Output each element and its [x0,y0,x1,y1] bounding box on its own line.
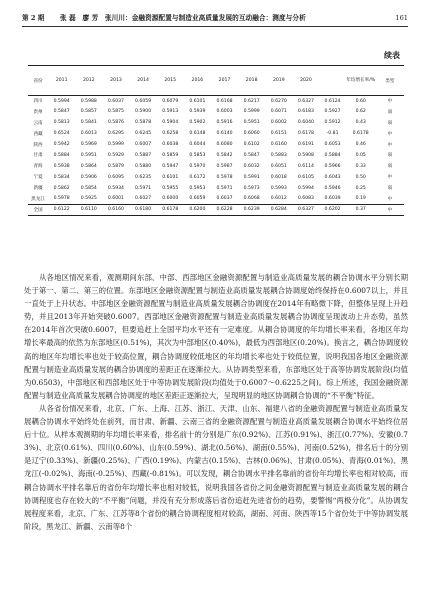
table-header-cell [320,66,346,96]
table-cell: 0.5971 [216,185,233,191]
table-cell: 弱 [387,153,393,159]
table-header-cell: 2019 [265,66,292,96]
table-cell: 0.6180 [130,204,157,215]
table-cell: 0.6040 [297,120,314,126]
table-cell: 0.6032 [243,163,260,169]
table-cell: 0.5994 [53,98,70,104]
table-cell: 中 [387,131,393,137]
table-cell: 0.5864 [80,163,97,169]
table-cell: 0.6000 [162,196,179,202]
table-cell: 0.6114 [297,163,314,169]
table-cell: 0.6071 [270,109,287,115]
table-cell: 0.6228 [211,204,238,215]
table-cell: 中 [387,196,393,202]
table-cell: 0.6172 [189,174,206,180]
table-cell: 0.6007 [135,142,152,147]
table-cell: 0.6037 [216,196,233,202]
table-cell: 0.5942 [53,142,70,147]
table-cell: 0.6122 [48,204,75,215]
province-cell: 西藏 [33,131,43,137]
table-cell: 0.5953 [189,185,206,191]
province-cell: 宁夏 [33,175,43,181]
table-cell: 0.6053 [324,142,341,147]
table-cell: 0.5902 [189,120,206,126]
table-cell: 0.05 [355,152,366,158]
table-cell: 0.6327 [297,98,314,104]
table-cell: 0.6160 [102,204,129,215]
table-cell: 中 [387,175,393,181]
table-row [28,106,404,117]
table-cell: 0.5854 [80,185,97,191]
table-header-row [28,66,404,96]
table-cell: 0.6002 [270,120,287,126]
table-cell: 0.6295 [107,131,124,137]
table-cell: 0.5880 [135,163,152,169]
table-cell: 0.5939 [189,109,206,115]
coupling-coordination-table [28,65,404,216]
table-cell: 0.5913 [162,109,179,115]
table-cell: 0.5970 [189,163,206,169]
table-cell: 0.5938 [53,163,70,169]
table-header-cell: 2013 [102,66,129,96]
table-cell: 0.6051 [270,163,287,169]
table-cell: 0.5884 [53,152,70,158]
table-cell: 0.5904 [162,120,179,126]
table-cell: 0.6178 [157,204,184,215]
table-cell: 0.5906 [80,174,97,180]
table-cell: 0.60 [355,98,366,104]
table-cell: 0.6003 [216,109,233,115]
table-cell: 0.6044 [189,142,206,147]
table-cell: 0.6102 [243,142,260,147]
table-header-cell: 省份 [28,66,48,96]
table-header-cell: 2015 [157,66,184,96]
province-cell: 陕西 [33,142,43,148]
table-cell: 0.5927 [324,109,341,115]
table-cell: 0.5853 [189,152,206,158]
table-cell: 0.5879 [107,163,124,169]
table-cell: 0.6284 [265,204,292,215]
province-cell: 新疆 [33,186,43,192]
table-cell: 0.5929 [107,152,124,158]
table-header-cell: 类型 [376,66,404,96]
table-cell: 0.6235 [135,174,152,180]
table-cell: 0.5966 [324,163,341,169]
table-cell: 0.5841 [80,120,97,126]
table-cell: 0.6027 [135,196,152,202]
table-cell: 0.6013 [80,131,97,137]
table-cell: 0.5934 [107,185,124,191]
table-header-cell: 年均增长率/% [346,66,376,96]
table-cell: 0.6140 [216,131,233,137]
table-cell: 0.5991 [243,174,260,180]
table-cell: 0.5951 [243,120,260,126]
table-row [28,172,404,183]
table-header-cell: 2018 [238,66,265,96]
table-cell: 0.33 [355,163,366,169]
table-cell: 0.5859 [162,152,179,158]
table-row [28,96,404,107]
table-cell: 0.6068 [243,196,260,202]
table-cell: 中 [387,142,393,148]
table-cell: 0.6059 [135,98,152,104]
table-cell: 弱 [387,164,393,170]
table-row [28,183,404,194]
table-cell: 0.6151 [270,131,287,137]
table-cell: 0.5878 [135,120,152,126]
table-cell: 0.6043 [324,174,341,180]
table-cell: 0.6191 [297,142,314,147]
table-header-cell: 2016 [184,66,211,96]
table-cell: 0.6245 [135,131,152,137]
table-cell: 0.5862 [53,185,70,191]
table-cell: 0.6200 [184,204,211,215]
province-cell: 全国 [28,204,48,215]
table-cell: 0.5834 [53,174,70,180]
table-cell: 0.5951 [80,152,97,158]
table-cell: 0.5955 [162,185,179,191]
table-cell: -0.81 [326,131,339,137]
table-cell: 0.5978 [216,174,233,180]
table-cell: 0.6039 [324,196,341,202]
table-cell: 0.6038 [162,142,179,147]
table-cell: 0.5857 [80,109,97,115]
table-cell: 0.6217 [243,98,260,104]
table-cell: 0.5912 [324,120,341,126]
table-cell: 0.25 [355,185,366,191]
table-row [28,139,404,150]
table-cell: 0.5994 [297,185,314,191]
table-cell: 0.6270 [270,98,287,104]
table-cell: 0.6239 [238,204,265,215]
table-cell: 0.6168 [216,98,233,104]
paragraph: 从各省份情况来看，北京、广东、上海、江苏、浙江、天津、山东、福建八省的金融资源配置与制造业高质量发展耦合协调水平始终处在前列，而甘肃、新疆、云南三省的金融资源配置与制造业高质量发展耦合协调水平始终位居后十位。从样本观测期的年均增长率来看，排名前十的分别是广东(0.92%)、江苏(0.91%)、浙江(0.77%)、安徽(0.73%)、北京(0.61%)、四川(0.60%)、山东(0.59%)、湖北(0.56%)、湖南(0.55%)、河南(0.52%)，排名后十的分别是辽宁(0.33%)、新疆(0.25%)、广西(0.19%)、内蒙古(0.15%)、吉林(0.06%)、甘肃(0.05%)、青海(0.01%)、黑龙江(-0.02%)、海南(-0.25%)、西藏(-0.81%)。可以发现，耦合协调水平排名靠前的省份年均增长率也相对较高，而耦合协调水平排名靠后的省份年均增长率也相对较低，说明我国各省份之间金融资源配置与制造业高质量发展的耦合协调程度也存在较大的“不平衡”问题，并没有充分形成落后省份追赶先进省份的趋势，要警惕“两极分化”。从协调发展程度来看，北京、广东、江苏等8个省份的耦合协调程度相对较高，湖南、河南、陕西等15个省份处于中等协调发展阶段，黑龙江、新疆、云南等8个 [24,403,408,531]
running-title: 张 磊 廖 芳 张川川：金融资源配置与制造业高质量发展的互动融合：测度与分析 [60,14,306,22]
table-header-cell: 2012 [75,66,102,96]
table-cell: 0.6105 [297,174,314,180]
table-cell: 0.5987 [216,163,233,169]
running-header [22,12,408,24]
header-rule [22,26,408,27]
issue-number: 第 2 期 [22,14,45,22]
table-cell: 0.62 [355,109,366,115]
table-continued-label: 续表 [384,50,400,60]
table-cell: 弱 [387,109,393,115]
table-cell: 0.6160 [270,142,287,147]
table-row [28,117,404,128]
table-cell: 0.5883 [270,152,287,158]
table-cell: 0.5813 [53,120,70,126]
table-cell: 0.5908 [297,152,314,158]
table-cell: 0.5900 [135,109,152,115]
table-cell: 0.5884 [324,152,341,158]
table-cell: 0.5875 [107,109,124,115]
table-header-cell: 2011 [48,66,75,96]
table-cell: 0.6178 [297,131,314,137]
table-cell: 0.6001 [107,196,124,202]
table-cell: 0.6258 [162,131,179,137]
table-cell: 弱 [387,186,393,192]
table-cell: 0.5842 [216,152,233,158]
page-number: 161 [395,14,408,22]
table-cell: 0.5993 [270,185,287,191]
body-text [24,271,408,533]
province-cell: 四川 [33,99,43,105]
table-header-cell: 2014 [130,66,157,96]
table-cell: 0.5969 [80,142,97,147]
province-cell: 青海 [33,164,43,170]
table-cell: 弱 [387,120,393,126]
table-cell: 0.6101 [162,174,179,180]
table-cell: 0.5925 [80,196,97,202]
table-cell: 0.5946 [324,185,341,191]
table-cell: 0.6060 [243,131,260,137]
table-row [28,194,404,205]
table-cell: 0.6178 [352,131,369,137]
table-cell: 0.43 [355,120,366,126]
table-row-total [28,204,404,215]
table-row [28,128,404,139]
table-cell: 0.37 [346,204,376,215]
table-cell: 0.6018 [270,174,287,180]
table-cell: 0.50 [355,174,366,180]
table-cell: 0.19 [355,196,366,202]
table-cell: 0.6202 [320,204,346,215]
paragraph: 从各地区情况来看，观测期间东部、中部、西部地区金融资源配置与制造业高质量发展的耦合协调水平分别长期处于第一、第二、第三的位置。东部地区金融资源配置与制造业高质量发展耦合协调度始终保持在0.6007以上，并且一直处于上升状态。中部地区金融资源配置与制造业高质量发展耦合协调度在2014年有略微下降，但整体呈现上升趋势，并且2013年开始突破0.6007。西部地区金融资源配置与制造业高质量发展耦合协调度呈现波动上升态势，虽然在2014年首次突破0.6007，但要追赶上全国平均水平还有一定难度。从耦合协调度的年均增长率来看，各地区年均增长率最高的依然为东部地区(0.51%)，其次为中部地区(0.40%)，最低为西部地区(0.20%)。换言之，耦合协调度较高的地区年均增长率也处于较高位置，耦合协调度较低地区的年均增长率也处于较低位置，说明我国各地区金融资源配置与制造业高质量发展的耦合协调度的差距正在逐渐拉大。从协调类型来看，东部地区处于高等协调发展阶段(均值为0.6503)，中部地区和西部地区处于中等协调发展阶段(均值处于0.6007～0.6225之间)。综上所述，我国金融资源配置与制造业高质量发展耦合协调度的地区差距正逐渐拉大，呈现明显的地区协调耦合协调的“不平衡”特征。 [24,273,408,400]
table-cell: 0.6079 [162,98,179,104]
table-cell: 0.6524 [53,131,70,137]
table-cell: 0.46 [355,142,366,147]
province-cell: 甘肃 [33,153,43,159]
table-cell: 0.5999 [107,142,124,147]
table-cell: 0.5876 [107,120,124,126]
table-cell: 0.5999 [243,109,260,115]
province-cell: 云南 [33,120,43,126]
table-cell: 0.6012 [270,196,287,202]
table-cell: 0.6110 [75,204,102,215]
table-cell: 0.6327 [292,204,319,215]
table-cell: 中 [376,204,404,215]
table-cell: 0.6059 [189,196,206,202]
table-cell: 0.6095 [107,174,124,180]
table-cell: 0.5947 [162,163,179,169]
province-cell: 贵州 [33,109,43,115]
table-cell: 0.5847 [243,152,260,158]
table-cell: 0.6124 [324,98,341,104]
table-row [28,150,404,161]
table-cell: 0.5887 [135,152,152,158]
table-header-cell: 2017 [211,66,238,96]
table-cell: 0.5978 [53,196,70,202]
table-body [28,96,404,216]
table-cell: 0.6083 [297,196,314,202]
table-cell: 0.6037 [107,98,124,104]
table-cell: 中 [387,99,393,105]
table-cell: 0.5973 [243,185,260,191]
table-cell: 0.5847 [53,109,70,115]
table-cell: 0.6183 [297,109,314,115]
table-cell: 0.6148 [189,131,206,137]
table-cell: 0.5971 [135,185,152,191]
table-cell: 0.5916 [216,120,233,126]
table-row [28,161,404,172]
table-cell: 0.6101 [189,98,206,104]
province-cell: 黑龙江 [31,196,45,202]
table-header-cell: 2020 [292,66,319,96]
table-cell: 0.5988 [80,98,97,104]
table-cell: 0.6080 [216,142,233,147]
